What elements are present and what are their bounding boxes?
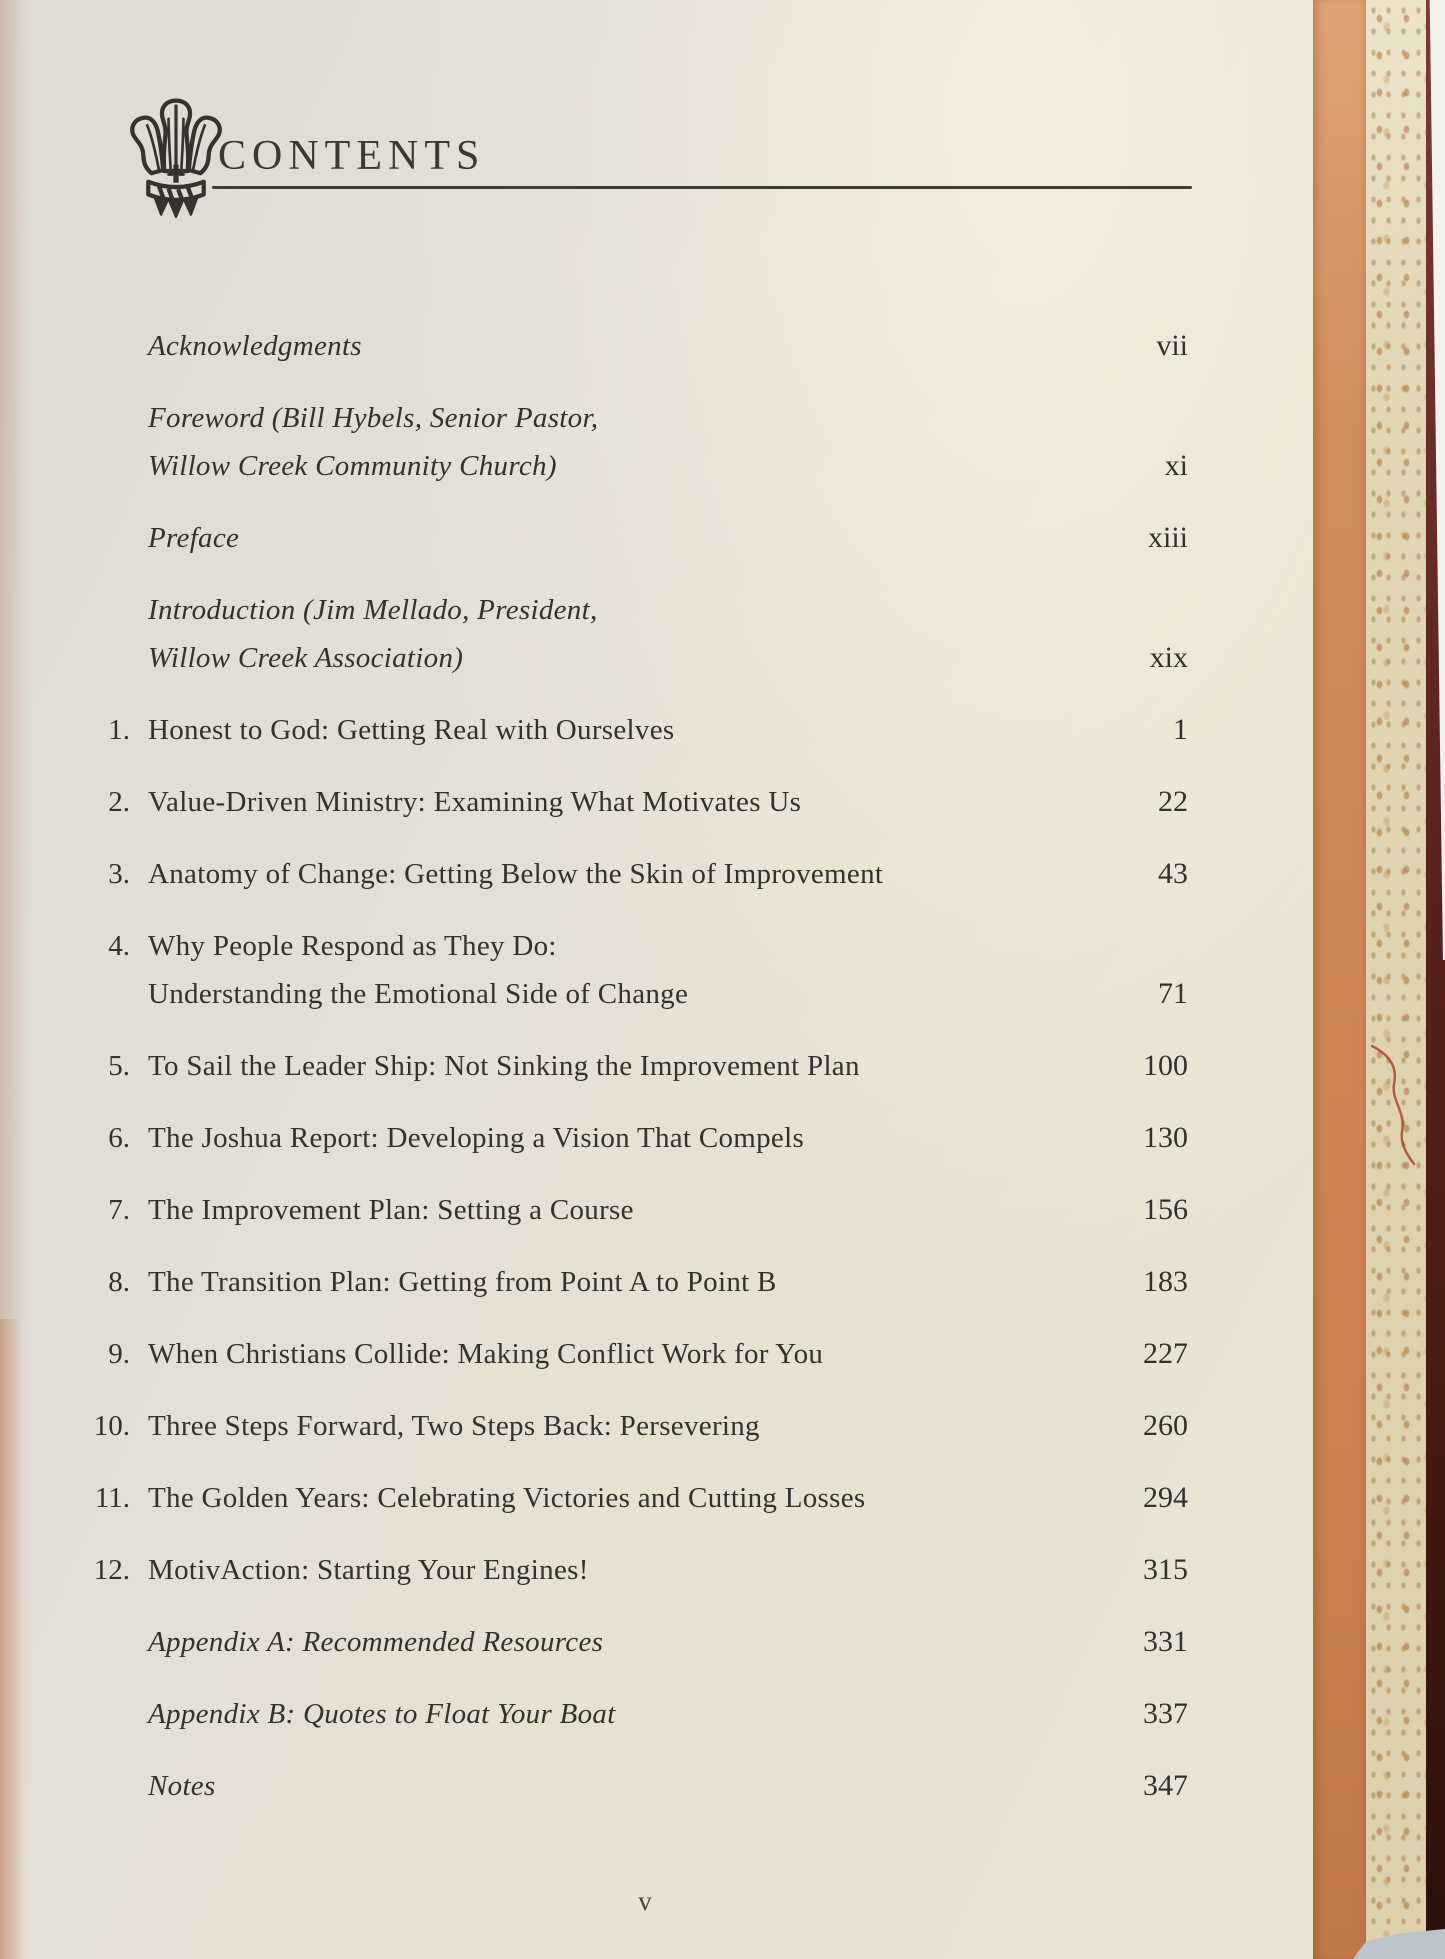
toc-entry (0, 1402, 1188, 1450)
toc-line (0, 1186, 1188, 1234)
chapter-number: 8. (108, 1266, 130, 1298)
toc-line (0, 1330, 1188, 1378)
chapter-number: 1. (108, 714, 130, 746)
entry-title: Understanding the Emotional Side of Change (148, 978, 689, 1010)
toc-line (0, 970, 1188, 1018)
entry-title: Preface (148, 522, 240, 554)
page-number: 183 (1143, 1265, 1188, 1298)
toc-entry (0, 1258, 1188, 1306)
page-number: 130 (1143, 1121, 1188, 1154)
toc-line (0, 1546, 1188, 1594)
toc-entry (0, 1330, 1188, 1378)
toc-entry (0, 514, 1188, 562)
page-number: vii (1156, 329, 1188, 362)
entry-title: MotivAction: Starting Your Engines! (148, 1554, 589, 1586)
toc-line (0, 1762, 1188, 1810)
page-number: 71 (1158, 977, 1188, 1010)
toc-line (0, 442, 1188, 490)
book-fore-edge (1313, 0, 1445, 1959)
chapter-number: 11. (94, 1482, 130, 1514)
toc-entry (0, 1546, 1188, 1594)
page-title: CONTENTS (218, 133, 486, 179)
toc-entry (0, 922, 1188, 1018)
fore-edge-tan-pages (1313, 0, 1366, 1959)
toc-line (0, 1690, 1188, 1738)
entry-title: Willow Creek Community Church) (148, 450, 557, 482)
toc-line (0, 1618, 1188, 1666)
toc-line (0, 1258, 1188, 1306)
page-number: 1 (1173, 713, 1188, 746)
page-number: 315 (1143, 1553, 1188, 1586)
entry-title: The Joshua Report: Developing a Vision That Compels (148, 1122, 805, 1154)
toc-line (0, 1114, 1188, 1162)
toc-line (0, 706, 1188, 754)
folio-page-number: v (638, 1886, 652, 1916)
page-number: 43 (1158, 857, 1188, 890)
toc-entry (0, 1762, 1188, 1810)
page-number: xi (1164, 449, 1188, 482)
toc-entry (0, 1474, 1188, 1522)
entry-title: Honest to God: Getting Real with Ourselves (148, 714, 675, 746)
page-number: 22 (1158, 785, 1188, 818)
page-number: 337 (1143, 1697, 1188, 1730)
toc-line (0, 322, 1188, 370)
chapter-number: 9. (108, 1338, 130, 1370)
toc-entry (0, 850, 1188, 898)
toc-line (0, 634, 1188, 682)
red-fiber-mark (1368, 1040, 1424, 1175)
toc-entry (0, 778, 1188, 826)
entry-title: To Sail the Leader Ship: Not Sinking the Improvement Plan (148, 1050, 860, 1082)
entry-title: Foreword (Bill Hybels, Senior Pastor, (148, 402, 599, 434)
toc-entry (0, 1114, 1188, 1162)
toc-line (0, 778, 1188, 826)
entry-title: The Transition Plan: Getting from Point A to Point B (148, 1266, 777, 1298)
entry-title: When Christians Collide: Making Conflict Work for You (148, 1338, 824, 1370)
entry-title: Why People Respond as They Do: (148, 930, 557, 962)
toc-entry (0, 1042, 1188, 1090)
heading-rule (212, 186, 1192, 189)
toc-entry (0, 394, 1188, 490)
page-number: xix (1149, 641, 1188, 674)
chapter-number: 7. (108, 1194, 130, 1226)
page-number: 260 (1143, 1409, 1188, 1442)
entry-title: Introduction (Jim Mellado, President, (148, 594, 598, 626)
table-of-contents (0, 322, 1188, 1834)
page-number: 156 (1143, 1193, 1188, 1226)
entry-title: The Golden Years: Celebrating Victories and Cutting Losses (148, 1482, 866, 1514)
entry-title: Notes (148, 1770, 216, 1802)
toc-entry (0, 706, 1188, 754)
toc-entry (0, 1618, 1188, 1666)
toc-line (0, 1402, 1188, 1450)
entry-title: Value-Driven Ministry: Examining What Motivates Us (148, 786, 802, 818)
chapter-number: 2. (108, 786, 130, 818)
chapter-number: 5. (108, 1050, 130, 1082)
page-number: xiii (1147, 521, 1188, 554)
toc-entry (0, 586, 1188, 682)
toc-entry (0, 1186, 1188, 1234)
chapter-number: 4. (108, 930, 130, 962)
page-number: 227 (1143, 1337, 1188, 1370)
toc-line (0, 394, 1188, 442)
chapter-number: 6. (108, 1122, 130, 1154)
page-number: 100 (1143, 1049, 1188, 1082)
chapter-number: 3. (108, 858, 130, 890)
entry-title: Anatomy of Change: Getting Below the Skin of Improvement (148, 858, 884, 890)
toc-line (0, 586, 1188, 634)
entry-title: Three Steps Forward, Two Steps Back: Persevering (148, 1410, 760, 1442)
toc-entry (0, 322, 1188, 370)
toc-entry (0, 1690, 1188, 1738)
entry-title: Appendix A: Recommended Resources (148, 1626, 604, 1658)
page-number: 347 (1143, 1769, 1188, 1802)
toc-line (0, 514, 1188, 562)
page-number: 294 (1143, 1481, 1188, 1514)
chapter-number: 10. (93, 1410, 130, 1442)
entry-title: The Improvement Plan: Setting a Course (148, 1194, 634, 1226)
entry-title: Appendix B: Quotes to Float Your Boat (148, 1698, 616, 1730)
entry-title: Acknowledgments (148, 330, 362, 362)
chapter-number: 12. (93, 1554, 130, 1586)
toc-line (0, 1042, 1188, 1090)
toc-line (0, 922, 1188, 970)
page-number: 331 (1143, 1625, 1188, 1658)
fore-edge-deckled-pages (1366, 0, 1426, 1959)
entry-title: Willow Creek Association) (148, 642, 464, 674)
toc-line (0, 1474, 1188, 1522)
toc-line (0, 850, 1188, 898)
